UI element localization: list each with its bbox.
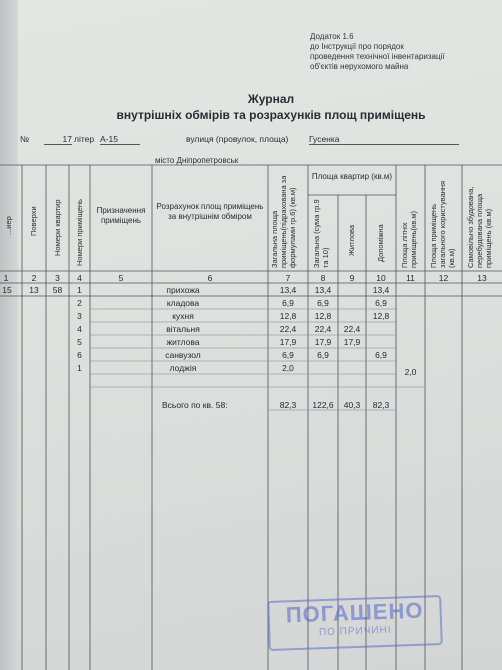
col-number: 3 (55, 273, 60, 283)
street-label: вулиця (провулок, площа) (186, 134, 289, 144)
col-number: 9 (349, 273, 355, 283)
col-number: 6 (207, 273, 213, 283)
col-number: 4 (77, 273, 82, 283)
totals-total: 82,3 (279, 400, 297, 410)
cell-general: 12,8 (314, 311, 332, 321)
col-6-header: Розрахунок площ приміщень за внутрішнім обміром (156, 202, 264, 221)
col-number: 13 (477, 273, 487, 283)
litera-label: літер (74, 134, 95, 144)
cell-general: 6,9 (317, 298, 329, 308)
cell-summer: 2,0 (404, 367, 417, 377)
cell-num: 6 (77, 350, 82, 360)
cell-general: 6,9 (317, 350, 329, 360)
col-11-header: Площа літніх приміщень(кв.м) (400, 210, 418, 268)
appendix-note-line: до Інструкції про порядок (310, 42, 404, 51)
col-number: 2 (31, 273, 37, 283)
cell-name: кухня (172, 311, 194, 321)
cell-total: 12,8 (279, 311, 297, 321)
row-prefix-apartment: 58 (52, 285, 63, 295)
cell-name: лоджія (169, 363, 197, 373)
journal-title: Журнал (247, 92, 295, 106)
cell-living: 22,4 (343, 324, 361, 334)
cell-total: 6,9 (282, 350, 294, 360)
city-name: місто Дніпропетровськ (155, 156, 239, 165)
totals-label: Всього по кв. 58: (162, 400, 228, 410)
col-number: 8 (320, 273, 326, 283)
cell-name: санвузол (165, 350, 201, 360)
col-10-header: Допоміжна (376, 224, 385, 262)
apartments-group-header: Площа квартир (кв.м) (311, 172, 393, 181)
journal-subtitle: внутрішніх обмірів та розрахунків площ приміщень (116, 108, 426, 122)
col-number: 7 (285, 273, 291, 283)
totals-aux: 82,3 (372, 400, 390, 410)
cell-num: 5 (77, 337, 82, 347)
appendix-note-line: проведення технічної інвентаризації (310, 52, 445, 61)
cell-general: 13,4 (314, 285, 332, 295)
cell-general: 17,9 (314, 337, 332, 347)
cell-total: 2,0 (282, 363, 294, 373)
cell-num: 1 (77, 363, 82, 373)
cell-aux: 6,9 (375, 350, 387, 360)
col-13-header: Самовільно збудована, перебудована площа приміщень (кв.м) (466, 186, 493, 268)
appendix-note-line: Додаток 1.6 (310, 32, 354, 41)
cell-name: житлова (166, 337, 200, 347)
cell-total: 6,9 (282, 298, 294, 308)
cell-total: 13,4 (279, 285, 297, 295)
stamp-sub-text: ПО ПРИЧИНІ (318, 624, 392, 639)
street-value: Гусенка (309, 134, 459, 145)
col-8-header: Загальна (сума гр.9 та 10) (312, 199, 330, 268)
col-2-header: Поверхи (29, 206, 38, 236)
cell-name: прихожа (166, 285, 200, 295)
col-number: 5 (118, 273, 124, 283)
col-number: 1 (3, 273, 9, 283)
col-5-header: Призначення приміщень (96, 206, 146, 225)
cell-total: 22,4 (279, 324, 297, 334)
cell-aux: 13,4 (372, 285, 390, 295)
col-number: 12 (438, 273, 449, 283)
cell-general: 22,4 (314, 324, 332, 334)
stamp-main-text: ПОГАШЕНО (285, 597, 424, 628)
col-4-header: Номери приміщень (75, 199, 84, 266)
totals-general: 122,6 (312, 400, 334, 410)
row-prefix-floor: 13 (29, 285, 39, 295)
number-value: 17 (44, 134, 72, 145)
col-9-header: Житлова (347, 224, 356, 256)
number-label: № (20, 134, 30, 144)
cell-name: вітальня (166, 324, 200, 334)
cell-living: 17,9 (343, 337, 361, 347)
col-1-header: ...иер (4, 216, 13, 235)
col-3-header: Номери квартир (53, 199, 62, 256)
cell-total: 17,9 (279, 337, 297, 347)
cell-num: 1 (77, 285, 82, 295)
appendix-note-line: об'єктів нерухомого майна (310, 62, 409, 71)
litera-value: А-15 (100, 134, 140, 145)
cell-aux: 12,8 (372, 311, 390, 321)
totals-living: 40,3 (343, 400, 361, 410)
cell-num: 4 (77, 324, 82, 334)
col-7-header: Загальна площа приміщень(підрахована за формулами гр.6) (кв.м) (270, 175, 297, 268)
col-12-header: Площа приміщень загального користування (кв.м) (429, 180, 456, 268)
col-number: 11 (406, 273, 415, 283)
cell-num: 3 (77, 311, 82, 321)
col-number: 10 (376, 273, 386, 283)
cancelled-stamp (267, 595, 443, 651)
row-prefix-col1: 15 (2, 285, 12, 295)
cell-num: 2 (77, 298, 82, 308)
cell-aux: 6,9 (375, 298, 387, 308)
cell-name: кладова (166, 298, 200, 308)
